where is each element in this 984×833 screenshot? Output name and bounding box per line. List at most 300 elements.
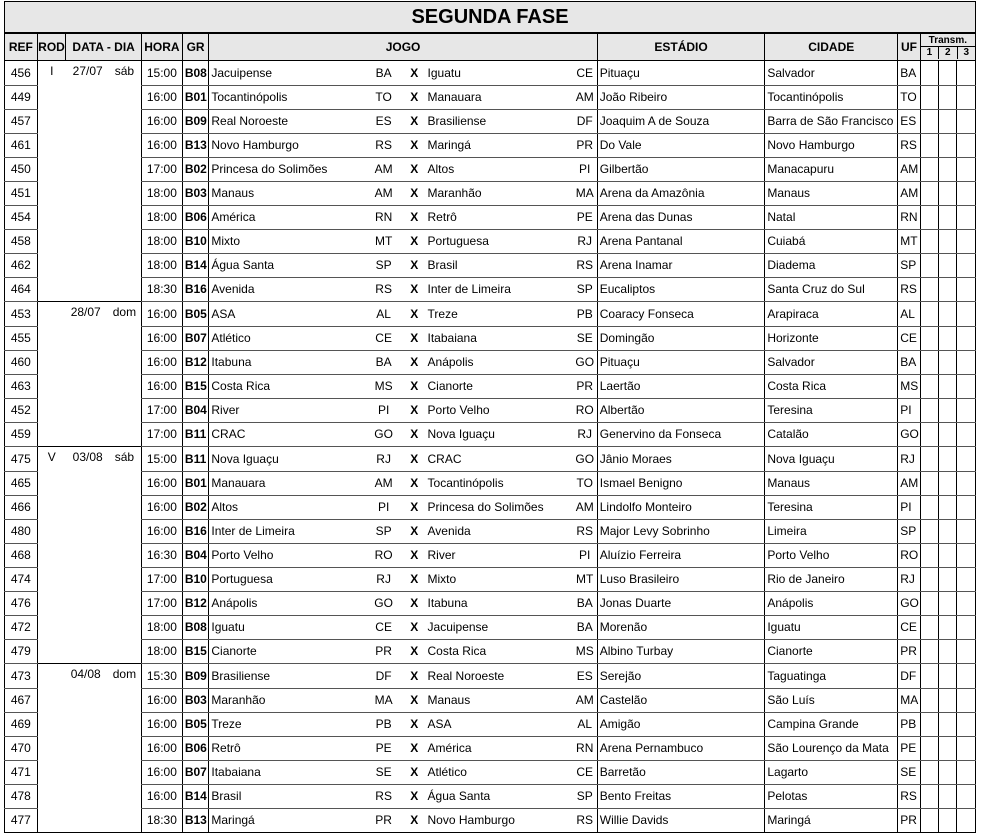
cell-home: Retrô	[209, 736, 364, 760]
cell-gr: B05	[182, 712, 209, 736]
cell-away-uf: AM	[573, 495, 598, 519]
cell-transm-1	[920, 615, 938, 639]
cell-away: Brasiliense	[426, 109, 573, 133]
cell-estadio: Gilbertão	[597, 157, 765, 181]
cell-transm-2	[939, 350, 957, 374]
cell-ref: 462	[5, 253, 38, 277]
cell-x: X	[403, 326, 425, 350]
cell-transm-1	[920, 447, 938, 472]
cell-hora: 16:00	[141, 374, 182, 398]
cell-away: Itabuna	[426, 591, 573, 615]
cell-transm-2	[939, 133, 957, 157]
cell-away: Avenida	[426, 519, 573, 543]
cell-rod	[37, 133, 66, 157]
cell-x: X	[403, 760, 425, 784]
table-row	[5, 205, 976, 229]
cell-uf: RN	[898, 205, 920, 229]
col-header-transm	[920, 34, 975, 61]
cell-away-uf: RS	[573, 253, 598, 277]
cell-ref: 480	[5, 519, 38, 543]
cell-cidade: Barra de São Francisco	[765, 109, 898, 133]
col-header-ref: REF	[5, 34, 38, 61]
table-row	[5, 133, 976, 157]
cell-cidade: Salvador	[765, 350, 898, 374]
cell-rod	[37, 688, 66, 712]
cell-ref: 449	[5, 85, 38, 109]
table-row	[5, 229, 976, 253]
cell-transm-3	[957, 615, 976, 639]
cell-estadio: Arena Pernambuco	[597, 736, 765, 760]
cell-x: X	[403, 61, 425, 86]
cell-transm-1	[920, 85, 938, 109]
table-row	[5, 567, 976, 591]
cell-gr: B15	[182, 374, 209, 398]
cell-home-uf: AL	[364, 302, 403, 327]
cell-away: Cianorte	[426, 374, 573, 398]
cell-ref: 479	[5, 639, 38, 664]
cell-home: Brasiliense	[209, 664, 364, 689]
cell-cidade: Manacapuru	[765, 157, 898, 181]
cell-transm-1	[920, 157, 938, 181]
cell-ref: 467	[5, 688, 38, 712]
cell-away-uf: PI	[573, 543, 598, 567]
cell-transm-3	[957, 736, 976, 760]
cell-transm-3	[957, 808, 976, 833]
cell-transm-3	[957, 495, 976, 519]
cell-estadio: Joaquim A de Souza	[597, 109, 765, 133]
cell-gr: B07	[182, 326, 209, 350]
cell-home-uf: MA	[364, 688, 403, 712]
cell-away: Novo Hamburgo	[426, 808, 573, 833]
cell-home-uf: RS	[364, 133, 403, 157]
table-row	[5, 374, 976, 398]
cell-x: X	[403, 567, 425, 591]
cell-home: América	[209, 205, 364, 229]
cell-uf: MS	[898, 374, 920, 398]
table-row	[5, 277, 976, 302]
cell-rod	[37, 736, 66, 760]
cell-transm-3	[957, 664, 976, 689]
cell-rod	[37, 422, 66, 447]
cell-gr: B06	[182, 205, 209, 229]
cell-hora: 16:00	[141, 109, 182, 133]
table-row	[5, 712, 976, 736]
cell-home: Anápolis	[209, 591, 364, 615]
cell-transm-1	[920, 808, 938, 833]
cell-away: Inter de Limeira	[426, 277, 573, 302]
cell-home-uf: RJ	[364, 567, 403, 591]
cell-away-uf: PE	[573, 205, 598, 229]
cell-transm-2	[939, 205, 957, 229]
cell-uf: PI	[898, 495, 920, 519]
cell-hora: 17:00	[141, 398, 182, 422]
cell-transm-3	[957, 712, 976, 736]
cell-cidade: Iguatu	[765, 615, 898, 639]
cell-uf: AM	[898, 471, 920, 495]
cell-hora: 18:30	[141, 808, 182, 833]
cell-x: X	[403, 639, 425, 664]
cell-away: ASA	[426, 712, 573, 736]
cell-home: Manauara	[209, 471, 364, 495]
cell-ref: 450	[5, 157, 38, 181]
cell-rod	[37, 543, 66, 567]
cell-away: Altos	[426, 157, 573, 181]
cell-cidade: Limeira	[765, 519, 898, 543]
cell-away-uf: RJ	[573, 229, 598, 253]
cell-gr: B16	[182, 277, 209, 302]
cell-ref: 463	[5, 374, 38, 398]
cell-x: X	[403, 85, 425, 109]
cell-home-uf: PI	[364, 398, 403, 422]
cell-uf: MA	[898, 688, 920, 712]
cell-uf: RO	[898, 543, 920, 567]
cell-uf: PB	[898, 712, 920, 736]
cell-home: Tocantinópolis	[209, 85, 364, 109]
cell-uf: CE	[898, 326, 920, 350]
cell-gr: B06	[182, 736, 209, 760]
cell-gr: B04	[182, 398, 209, 422]
cell-hora: 16:30	[141, 543, 182, 567]
cell-estadio: Arena Inamar	[597, 253, 765, 277]
cell-gr: B14	[182, 253, 209, 277]
transm-label: Transm.	[928, 35, 968, 46]
cell-rod	[37, 157, 66, 181]
cell-away: Treze	[426, 302, 573, 327]
cell-x: X	[403, 253, 425, 277]
cell-transm-1	[920, 712, 938, 736]
cell-hora: 16:00	[141, 133, 182, 157]
cell-gr: B04	[182, 543, 209, 567]
cell-home-uf: AM	[364, 157, 403, 181]
cell-estadio: Castelão	[597, 688, 765, 712]
cell-away-uf: ES	[573, 664, 598, 689]
cell-data-dia	[66, 736, 142, 760]
cell-data-dia	[66, 519, 142, 543]
col-header-jogo: JOGO	[209, 34, 597, 61]
cell-home: Treze	[209, 712, 364, 736]
cell-rod	[37, 229, 66, 253]
cell-home: Altos	[209, 495, 364, 519]
cell-transm-2	[939, 61, 957, 86]
cell-uf: BA	[898, 61, 920, 86]
cell-estadio: Aluízio Ferreira	[597, 543, 765, 567]
cell-rod	[37, 567, 66, 591]
cell-x: X	[403, 350, 425, 374]
cell-rod	[37, 495, 66, 519]
cell-data: 03/08	[72, 450, 103, 464]
cell-home-uf: RS	[364, 784, 403, 808]
cell-x: X	[403, 712, 425, 736]
cell-x: X	[403, 519, 425, 543]
cell-estadio: Amigão	[597, 712, 765, 736]
cell-transm-3	[957, 543, 976, 567]
cell-data-dia	[66, 784, 142, 808]
cell-data-dia	[66, 181, 142, 205]
cell-home: Porto Velho	[209, 543, 364, 567]
cell-ref: 455	[5, 326, 38, 350]
cell-uf: DF	[898, 664, 920, 689]
cell-data-dia	[66, 205, 142, 229]
cell-transm-1	[920, 398, 938, 422]
cell-hora: 18:00	[141, 253, 182, 277]
cell-home-uf: RJ	[364, 447, 403, 472]
cell-away: Princesa do Solimões	[426, 495, 573, 519]
cell-transm-3	[957, 760, 976, 784]
cell-transm-2	[939, 302, 957, 327]
cell-home: ASA	[209, 302, 364, 327]
cell-rod: V	[37, 447, 66, 472]
cell-cidade: Manaus	[765, 181, 898, 205]
cell-transm-2	[939, 277, 957, 302]
cell-transm-2	[939, 326, 957, 350]
cell-gr: B14	[182, 784, 209, 808]
cell-away-uf: MT	[573, 567, 598, 591]
cell-home-uf: AM	[364, 181, 403, 205]
table-row	[5, 398, 976, 422]
cell-data: 28/07	[70, 305, 101, 319]
cell-home-uf: SE	[364, 760, 403, 784]
cell-cidade: Horizonte	[765, 326, 898, 350]
cell-hora: 16:00	[141, 712, 182, 736]
cell-away: Água Santa	[426, 784, 573, 808]
cell-transm-2	[939, 808, 957, 833]
cell-cidade: Taguatinga	[765, 664, 898, 689]
cell-away: Brasil	[426, 253, 573, 277]
cell-estadio: Laertão	[597, 374, 765, 398]
cell-estadio: Arena Pantanal	[597, 229, 765, 253]
cell-uf: AM	[898, 157, 920, 181]
table-row	[5, 639, 976, 664]
cell-transm-1	[920, 253, 938, 277]
cell-data-dia	[66, 326, 142, 350]
cell-home-uf: RN	[364, 205, 403, 229]
cell-home: Real Noroeste	[209, 109, 364, 133]
cell-hora: 16:00	[141, 350, 182, 374]
cell-home-uf: MS	[364, 374, 403, 398]
cell-home-uf: SP	[364, 253, 403, 277]
cell-x: X	[403, 374, 425, 398]
cell-uf: RS	[898, 133, 920, 157]
cell-transm-3	[957, 205, 976, 229]
cell-away-uf: SP	[573, 784, 598, 808]
cell-estadio: João Ribeiro	[597, 85, 765, 109]
cell-transm-2	[939, 784, 957, 808]
cell-gr: B13	[182, 808, 209, 833]
cell-hora: 16:00	[141, 302, 182, 327]
cell-transm-1	[920, 229, 938, 253]
cell-gr: B09	[182, 664, 209, 689]
cell-data-dia	[66, 808, 142, 833]
cell-away-uf: SE	[573, 326, 598, 350]
cell-gr: B15	[182, 639, 209, 664]
cell-transm-1	[920, 519, 938, 543]
cell-transm-3	[957, 398, 976, 422]
cell-estadio: Jonas Duarte	[597, 591, 765, 615]
cell-data-dia	[66, 712, 142, 736]
table-row	[5, 688, 976, 712]
table-row	[5, 326, 976, 350]
cell-transm-3	[957, 302, 976, 327]
table-row	[5, 808, 976, 833]
cell-away: Portuguesa	[426, 229, 573, 253]
table-row	[5, 302, 976, 327]
table-row	[5, 181, 976, 205]
cell-rod	[37, 277, 66, 302]
cell-transm-3	[957, 133, 976, 157]
cell-away-uf: SP	[573, 277, 598, 302]
cell-transm-1	[920, 736, 938, 760]
cell-hora: 16:00	[141, 688, 182, 712]
cell-cidade: Tocantinópolis	[765, 85, 898, 109]
cell-x: X	[403, 157, 425, 181]
cell-uf: PI	[898, 398, 920, 422]
cell-rod	[37, 350, 66, 374]
cell-estadio: Serejão	[597, 664, 765, 689]
cell-transm-2	[939, 591, 957, 615]
cell-away: CRAC	[426, 447, 573, 472]
cell-transm-2	[939, 253, 957, 277]
cell-rod	[37, 615, 66, 639]
cell-home-uf: ES	[364, 109, 403, 133]
cell-data-dia	[66, 760, 142, 784]
cell-transm-1	[920, 61, 938, 86]
cell-cidade: Teresina	[765, 495, 898, 519]
col-header-rod: ROD	[37, 34, 66, 61]
cell-transm-1	[920, 374, 938, 398]
cell-data-dia	[66, 253, 142, 277]
table-row	[5, 664, 976, 689]
cell-cidade: Catalão	[765, 422, 898, 447]
cell-estadio: Lindolfo Monteiro	[597, 495, 765, 519]
transm-col-2: 2	[939, 47, 957, 59]
cell-transm-3	[957, 61, 976, 86]
cell-estadio: Morenão	[597, 615, 765, 639]
cell-gr: B11	[182, 447, 209, 472]
table-row	[5, 760, 976, 784]
sheet-title: SEGUNDA FASE	[4, 1, 976, 33]
cell-gr: B07	[182, 760, 209, 784]
cell-rod	[37, 760, 66, 784]
schedule-body	[5, 61, 976, 833]
cell-home: Mixto	[209, 229, 364, 253]
cell-ref: 458	[5, 229, 38, 253]
cell-ref: 478	[5, 784, 38, 808]
cell-uf: PR	[898, 808, 920, 833]
cell-x: X	[403, 688, 425, 712]
cell-x: X	[403, 205, 425, 229]
cell-transm-3	[957, 157, 976, 181]
cell-transm-3	[957, 447, 976, 472]
cell-x: X	[403, 543, 425, 567]
cell-home: River	[209, 398, 364, 422]
table-row	[5, 109, 976, 133]
cell-hora: 17:00	[141, 591, 182, 615]
cell-transm-2	[939, 712, 957, 736]
cell-ref: 476	[5, 591, 38, 615]
cell-away-uf: AM	[573, 85, 598, 109]
table-row	[5, 61, 976, 86]
cell-transm-1	[920, 495, 938, 519]
cell-estadio: Eucaliptos	[597, 277, 765, 302]
cell-cidade: Santa Cruz do Sul	[765, 277, 898, 302]
cell-transm-3	[957, 253, 976, 277]
cell-home: Maranhão	[209, 688, 364, 712]
cell-transm-2	[939, 760, 957, 784]
cell-transm-2	[939, 374, 957, 398]
cell-ref: 471	[5, 760, 38, 784]
cell-ref: 472	[5, 615, 38, 639]
cell-ref: 456	[5, 61, 38, 86]
cell-away-uf: TO	[573, 471, 598, 495]
cell-ref: 454	[5, 205, 38, 229]
cell-x: X	[403, 181, 425, 205]
cell-home: Nova Iguaçu	[209, 447, 364, 472]
transm-col-1: 1	[921, 47, 939, 59]
cell-dia: sáb	[114, 450, 135, 464]
cell-home-uf: CE	[364, 615, 403, 639]
cell-estadio: Major Levy Sobrinho	[597, 519, 765, 543]
cell-uf: RS	[898, 784, 920, 808]
cell-data-dia	[66, 664, 142, 689]
cell-cidade: Porto Velho	[765, 543, 898, 567]
cell-home: Brasil	[209, 784, 364, 808]
cell-home-uf: SP	[364, 519, 403, 543]
cell-transm-1	[920, 567, 938, 591]
cell-estadio: Domingão	[597, 326, 765, 350]
cell-away-uf: PR	[573, 133, 598, 157]
cell-transm-1	[920, 664, 938, 689]
cell-x: X	[403, 495, 425, 519]
cell-rod	[37, 808, 66, 833]
cell-cidade: Maringá	[765, 808, 898, 833]
cell-data-dia	[66, 567, 142, 591]
cell-estadio: Arena da Amazônia	[597, 181, 765, 205]
cell-hora: 15:00	[141, 447, 182, 472]
cell-x: X	[403, 615, 425, 639]
cell-transm-1	[920, 784, 938, 808]
cell-x: X	[403, 808, 425, 833]
cell-cidade: Arapiraca	[765, 302, 898, 327]
cell-cidade: Anápolis	[765, 591, 898, 615]
cell-hora: 16:00	[141, 784, 182, 808]
cell-gr: B05	[182, 302, 209, 327]
cell-transm-3	[957, 374, 976, 398]
cell-away-uf: MA	[573, 181, 598, 205]
cell-home-uf: DF	[364, 664, 403, 689]
cell-data-dia	[66, 543, 142, 567]
cell-hora: 15:30	[141, 664, 182, 689]
cell-transm-3	[957, 591, 976, 615]
cell-home: Costa Rica	[209, 374, 364, 398]
cell-ref: 468	[5, 543, 38, 567]
cell-away-uf: GO	[573, 447, 598, 472]
cell-away: Tocantinópolis	[426, 471, 573, 495]
cell-uf: SE	[898, 760, 920, 784]
cell-transm-3	[957, 519, 976, 543]
cell-hora: 17:00	[141, 422, 182, 447]
cell-uf: CE	[898, 615, 920, 639]
cell-away: Maringá	[426, 133, 573, 157]
cell-ref: 475	[5, 447, 38, 472]
cell-x: X	[403, 784, 425, 808]
cell-cidade: São Luís	[765, 688, 898, 712]
cell-rod	[37, 664, 66, 689]
cell-home: Jacuipense	[209, 61, 364, 86]
cell-away-uf: DF	[573, 109, 598, 133]
cell-away-uf: AL	[573, 712, 598, 736]
cell-gr: B16	[182, 519, 209, 543]
cell-transm-2	[939, 471, 957, 495]
